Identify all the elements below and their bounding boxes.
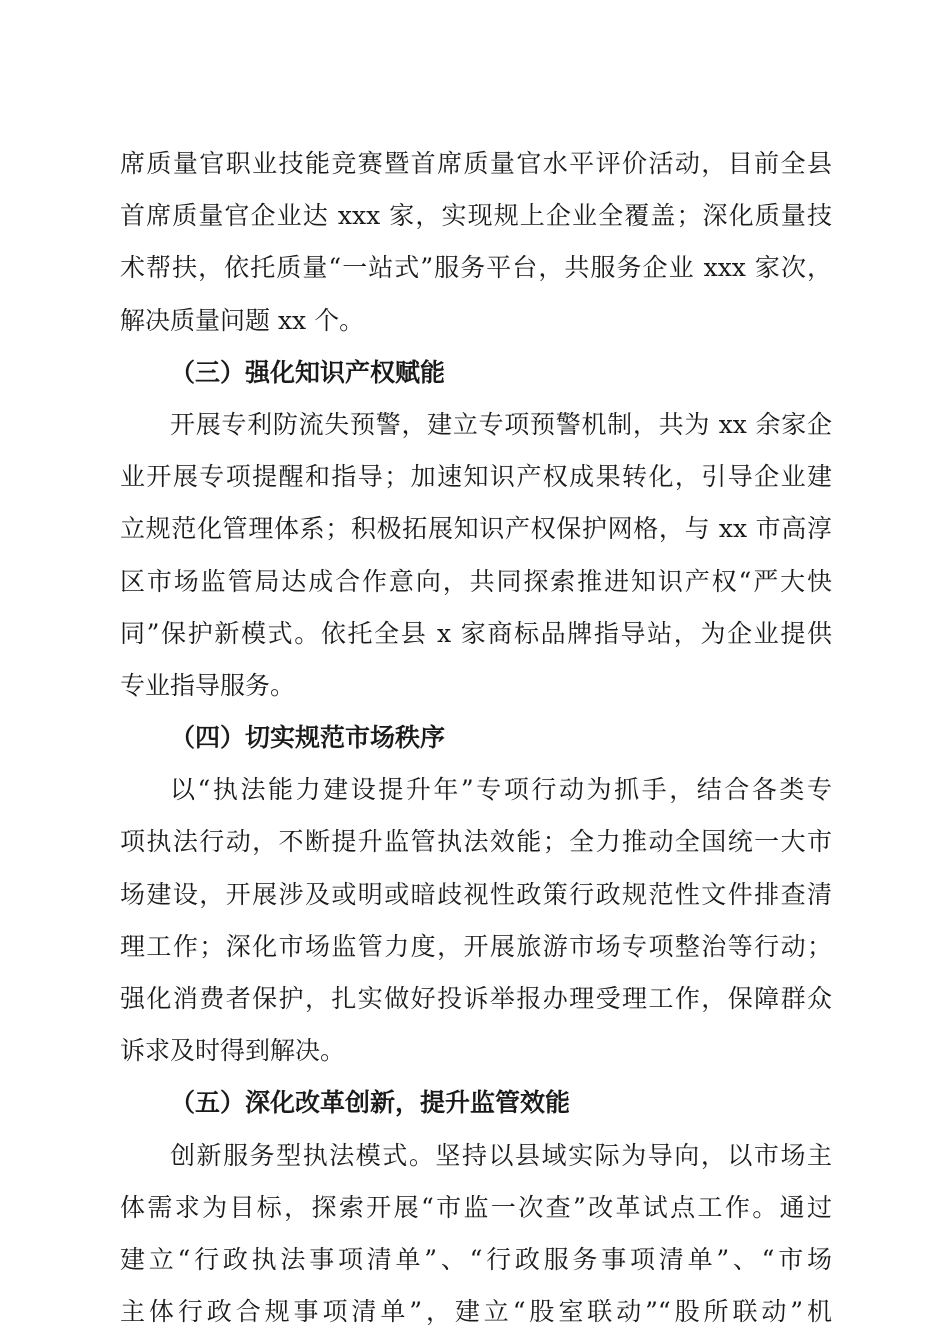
paragraph-line: 以“执法能力建设提升年”专项行动为抓手，结合各类专 <box>170 775 832 805</box>
paragraph-line: 理工作；深化市场监管力度，开展旅游市场专项整治等行动； <box>120 931 832 961</box>
paragraph-line: 开展专利防流失预警，建立专项预警机制，共为 xx 余家企 <box>170 409 832 439</box>
section-heading <box>120 1077 832 1129</box>
paragraph-line: 区市场监管局达成合作意向，共同探索推进知识产权“严大快 <box>120 566 832 596</box>
paragraph-line: 解决质量问题 xx 个。 <box>120 305 365 335</box>
paragraph-line: 强化消费者保护，扎实做好投诉举报办理受理工作，保障群众 <box>120 984 832 1013</box>
paragraph-line: 创新服务型执法模式。坚持以县域实际为导向，以市场主 <box>170 1140 832 1170</box>
paragraph-line: 场建设，开展涉及或明或暗歧视性政策行政规范性文件排查清 <box>120 879 832 909</box>
paragraph-line: 专业指导服务。 <box>120 670 296 700</box>
section-heading <box>120 347 832 399</box>
paragraph-line: 术帮扶，依托质量“一站式”服务平台，共服务企业 xxx 家次， <box>120 253 832 283</box>
paragraph-line: 首席质量官企业达 xxx 家，实现规上企业全覆盖；深化质量技 <box>120 201 832 231</box>
paragraph-line: 同”保护新模式。依托全县 x 家商标品牌指导站，为企业提供 <box>120 618 832 648</box>
document-body <box>120 138 832 1338</box>
section-heading-text: （三）强化知识产权赋能 <box>170 357 446 387</box>
paragraph-line: 主体行政合规事项清单”，建立“股室联动”“股所联动”机 <box>120 1297 832 1327</box>
paragraph-line: 业开展专项提醒和指导；加速知识产权成果转化，引导企业建 <box>120 462 832 492</box>
paragraph-line: 诉求及时得到解决。 <box>120 1036 346 1066</box>
paragraph-line: 项执法行动，不断提升监管执法效能；全力推动全国统一大市 <box>120 827 832 857</box>
section-heading <box>120 712 832 764</box>
paragraph-line: 立规范化管理体系；积极拓展知识产权保护网格，与 xx 市高淳 <box>120 514 832 544</box>
section-heading-text: （四）切实规范市场秩序 <box>170 723 446 753</box>
section-heading-text: （五）深化改革创新，提升监管效能 <box>170 1088 571 1118</box>
paragraph-line: 席质量官职业技能竞赛暨首席质量官水平评价活动，目前全县 <box>120 149 832 178</box>
paragraph-line: 建立“行政执法事项清单”、“行政服务事项清单”、“市场 <box>120 1244 832 1274</box>
paragraph-line: 体需求为目标，探索开展“市监一次查”改革试点工作。通过 <box>120 1192 832 1222</box>
